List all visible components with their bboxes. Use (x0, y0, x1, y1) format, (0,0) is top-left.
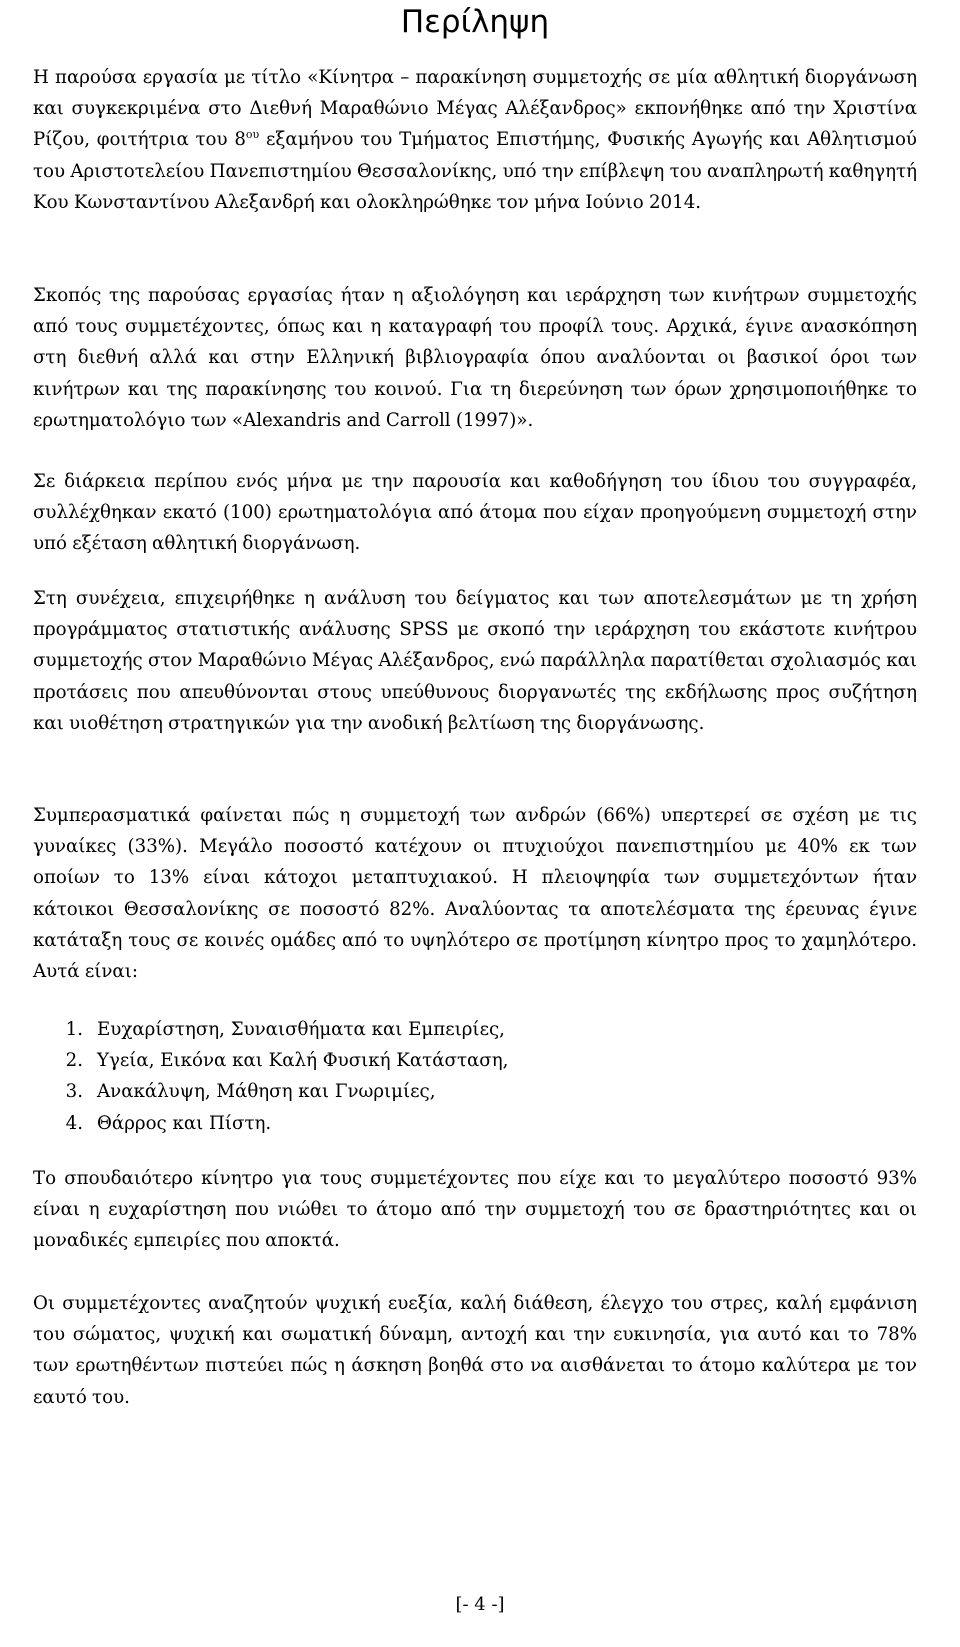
list-item-number: 2. (65, 1050, 83, 1072)
motives-ranking-list (33, 1014, 508, 1139)
page-number-footer: [- 4 -] (455, 1594, 505, 1615)
paragraph-intro-text-end: εξαμήνου του Τμήματος Επιστήμης, Φυσικής Αγωγής και Αθλητισμού του Αριστοτελείου Πανεπιστημίου Θεσσαλονίκης, υπό την επίβλεψη του αναπληρωτή καθηγητή Κου Κωνσταντίνου Αλεξανδρή και ολοκληρώθηκε τον μήνα Ιούνιο 2014. (33, 129, 917, 213)
list-item-number: 1. (65, 1019, 83, 1040)
paragraph-conclusions: Συμπερασματικά φαίνεται πώς η συμμετοχή των ανδρών (66%) υπερτερεί σε σχέση με τις γυναίκες (33%). Μεγάλο ποσοστό κατέχουν οι πτυχιούχοι πανεπιστημίου με 40% εκ των οποίων το 13% είναι κάτοχοι μεταπτυχιακού. Η πλειοψηφία των συμμετεχόντων ήταν κάτοικοι Θεσσαλονίκης σε ποσοστό 82%. Αναλύοντας τα αποτελέσματα της έρευνας έγινε κατάταξη τους σε κοινές ομάδες από το υψηλότερο σε προτίμηση κίνητρο προς το χαμηλότερο. Αυτά είναι: (33, 805, 917, 983)
list-item (33, 1045, 508, 1076)
list-item-number: 4. (65, 1112, 83, 1134)
page-title: Περίληψη (400, 4, 550, 40)
paragraph-intro-text-start: Η παρούσα εργασία με τίτλο «Κίνητρα – παρακίνηση συμμετοχής σε μία αθλητική διοργάνωση και συγκεκριμένα στο Διεθνή Μαραθώνιο Μέγας Αλέξανδρος» εκπονήθηκε από την Χριστίνα Ρίζου, φοιτήτρια του 8 (33, 67, 917, 151)
paragraph-analysis: Στη συνέχεια, επιχειρήθηκε η ανάλυση του δείγματος και των αποτελεσμάτων με τη χρήση προγράμματος στατιστικής ανάλυσης SPSS με σκοπό την ιεράρχηση του εκάστοτε κινήτρου συμμετοχής στον Μαραθώνιο Μέγας Αλέξανδρος, ενώ παράλληλα παρατίθεται σχολιασμός και προτάσεις που απευθύνονται στους υπεύθυνους διοργανωτές της εκδήλωσης προς συζήτηση και υιοθέτηση στρατηγικών για την ανοδική βελτίωση της διοργάνωσης. (33, 588, 917, 734)
list-item (33, 1076, 508, 1107)
document-page (33, 0, 917, 1408)
paragraph-purpose: Σκοπός της παρούσας εργασίας ήταν η αξιολόγηση και ιεράρχηση των κινήτρων συμμετοχής από τους συμμετέχοντες, όπως και η καταγραφή του προφίλ τους. Αρχικά, έγινε ανασκόπηση στη διεθνή αλλά και στην Ελληνική βιβλιογραφία όπου αναλύονται οι βασικοί όροι των κινήτρων και της παρακίνησης του κοινού. Για τη διερεύνηση των όρων χρησιμοποιήθηκε το ερωτηματολόγιο των «Alexandris and Carroll (1997)». (33, 285, 917, 431)
list-item-text: Ευχαρίστηση, Συναισθήματα και Εμπειρίες, (97, 1019, 505, 1040)
list-item (33, 1108, 508, 1139)
list-item-text: Ανακάλυψη, Μάθηση και Γνωριμίες, (97, 1081, 436, 1103)
list-item (33, 1014, 508, 1045)
paragraph-main-motive: Το σπουδαιότερο κίνητρο για τους συμμετέχοντες που είχε και το μεγαλύτερο ποσοστό 93% είναι η ευχαρίστηση που νιώθει το άτομο από την συμμετοχή του σε δραστηριότητες και οι μοναδικές εμπειρίες που αποκτά. (33, 1168, 917, 1252)
ordinal-superscript: ου (245, 128, 260, 142)
paragraph-data-collection: Σε διάρκεια περίπου ενός μήνα με την παρουσία και καθοδήγηση του ίδιου του συγγραφέα, συλλέχθηκαν εκατό (100) ερωτηματολόγια από άτομα που είχαν προηγούμενη συμμετοχή στην υπό εξέταση αθλητική διοργάνωση. (33, 471, 917, 555)
list-item-text: Θάρρος και Πίστη. (97, 1112, 272, 1134)
list-item-text: Υγεία, Εικόνα και Καλή Φυσική Κατάσταση, (97, 1050, 509, 1072)
paragraph-participants-seek: Οι συμμετέχοντες αναζητούν ψυχική ευεξία, καλή διάθεση, έλεγχο του στρες, καλή εμφάνιση του σώματος, ψυχική και σωματική δύναμη, αντοχή και την ευκινησία, για αυτό και το 78% των ερωτηθέντων πιστεύει πώς η άσκηση βοηθά στο να αισθάνεται το άτομο καλύτερα με τον εαυτό του. (33, 1293, 917, 1408)
paragraph-intro (33, 62, 917, 218)
list-item-number: 3. (65, 1081, 83, 1103)
